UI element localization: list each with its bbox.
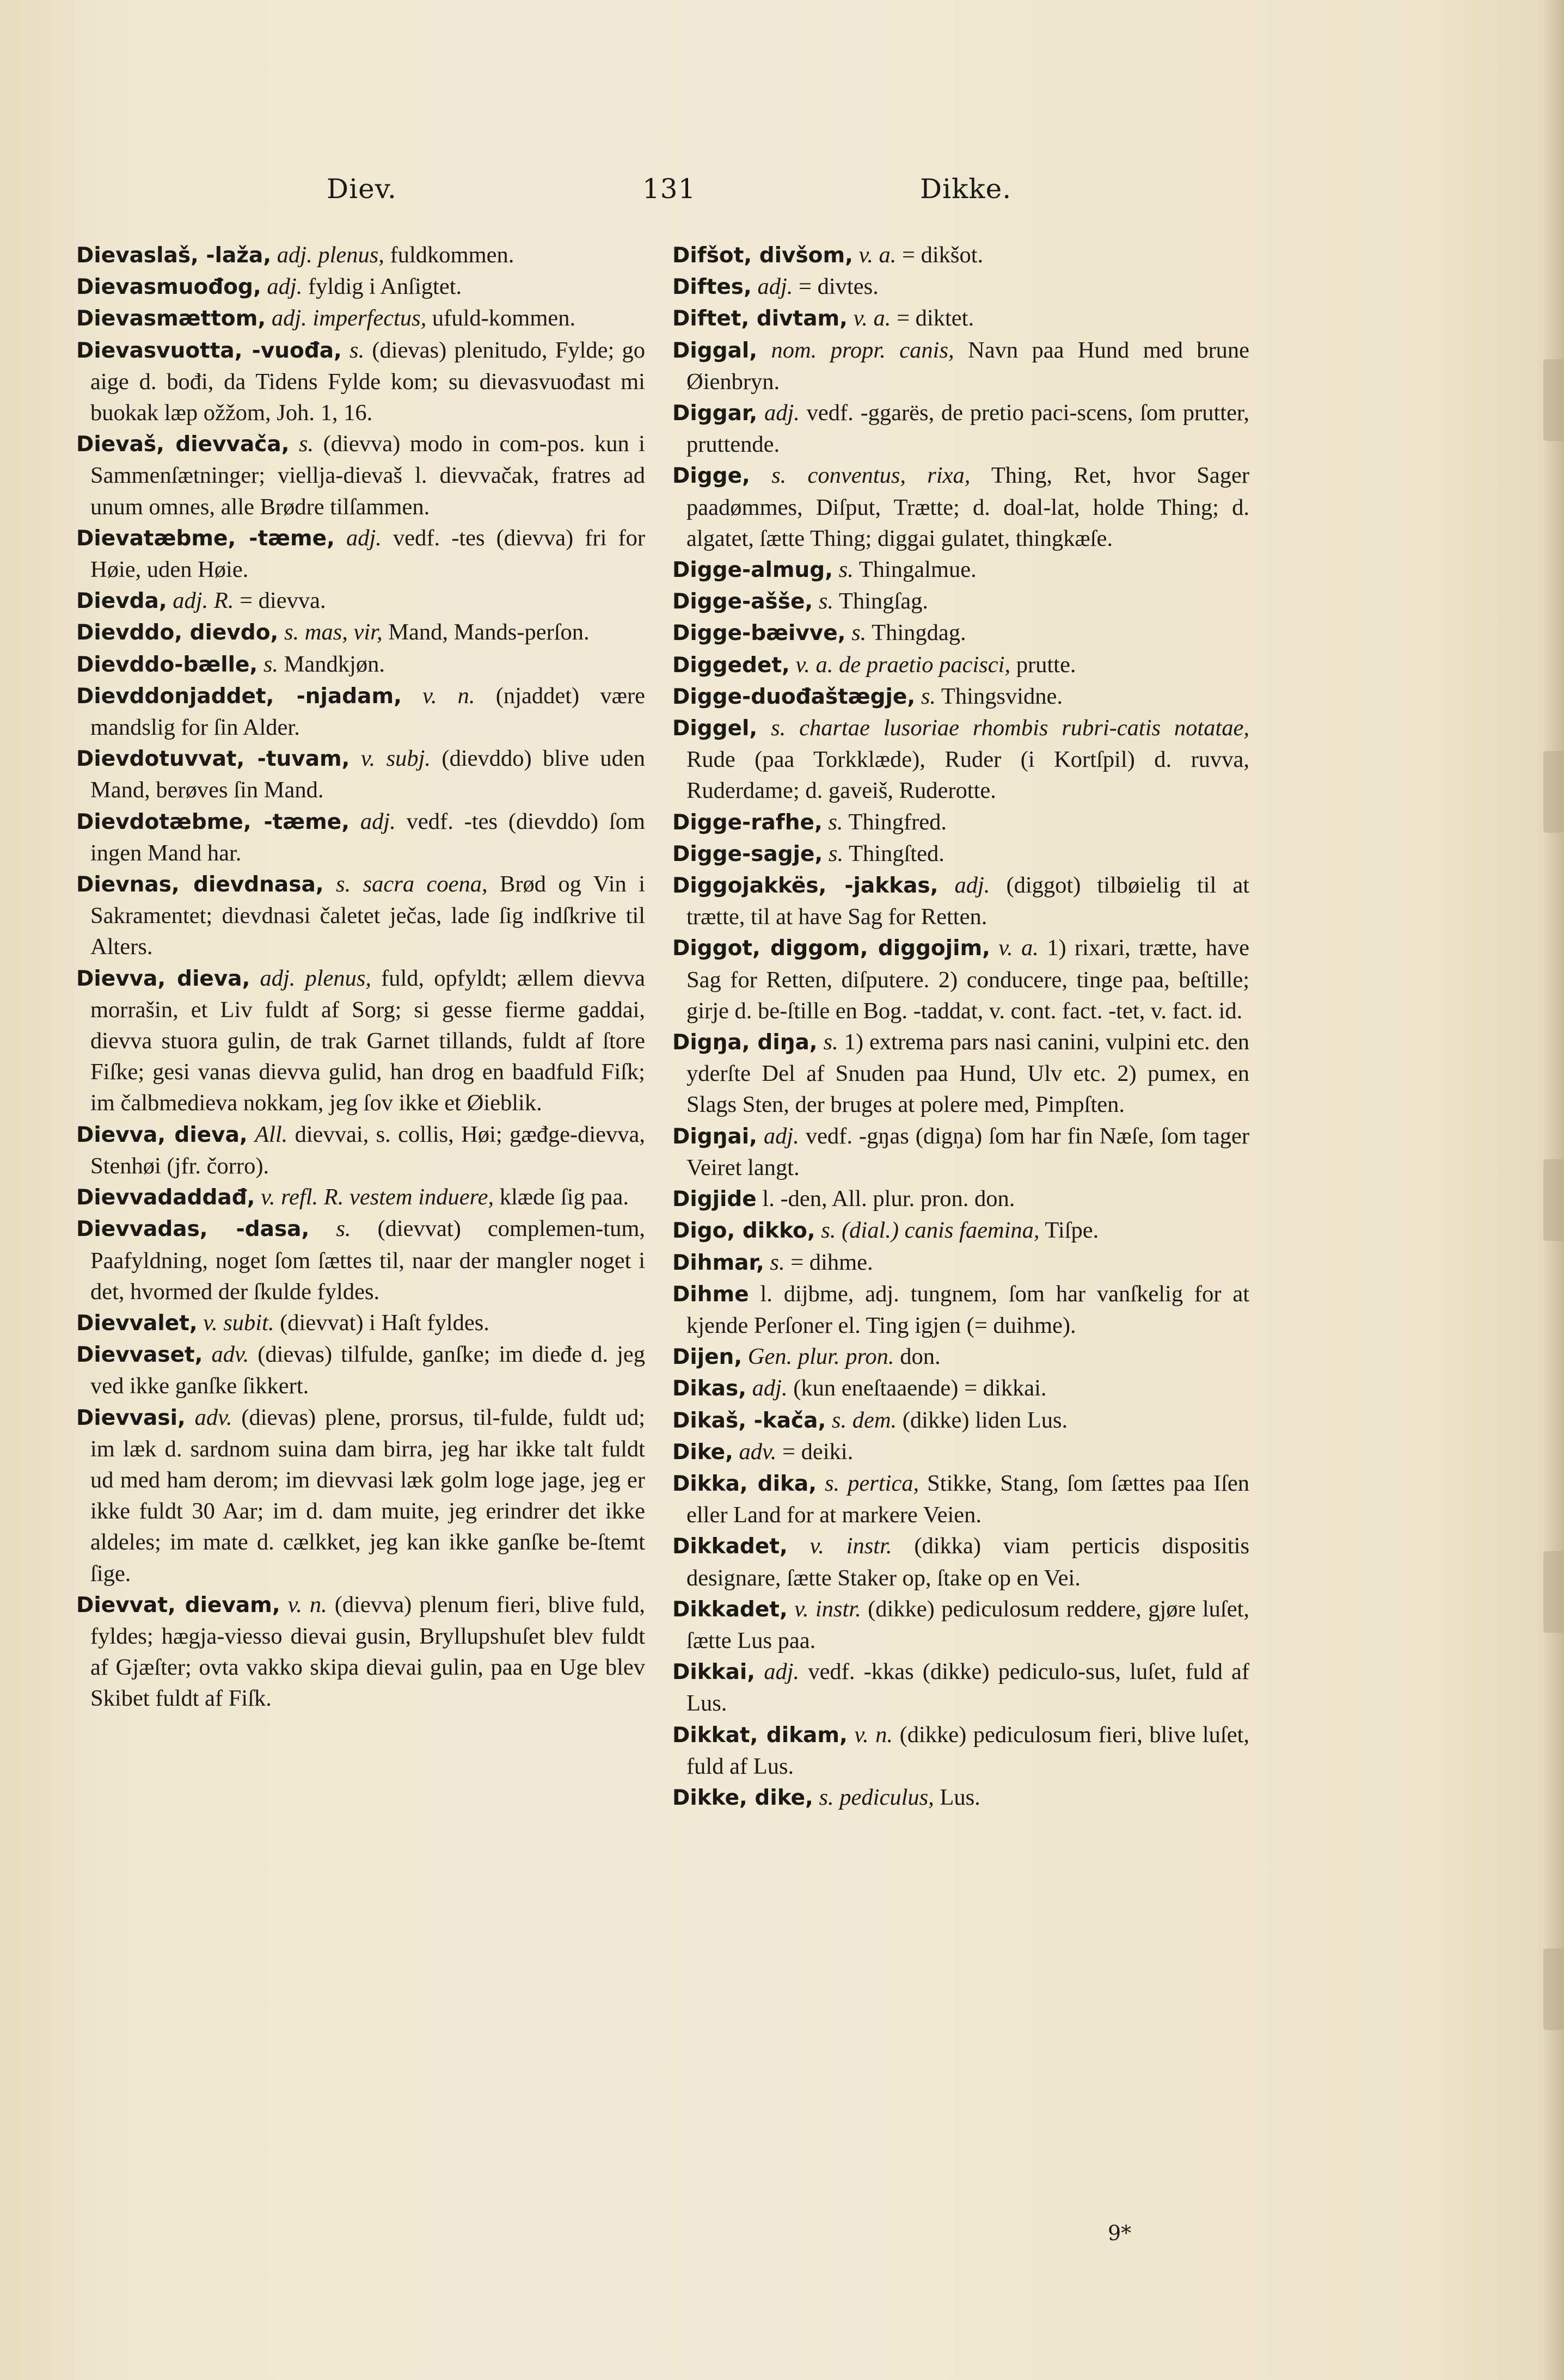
definition-text: Thingſag. xyxy=(838,588,928,614)
headword: Dievdotuvvat, -tuvam, xyxy=(76,747,350,772)
definition-text: (dievva) plenum fieri, blive fuld, fyldes; hægja-viesso dievai gusin, Bryllupshuſet blev fuldt af Gjæſter; ovta vakko skipa dievai gulin, paa en Uge blev Skibet fuldt af Fiſk. xyxy=(90,1591,646,1712)
dictionary-entry xyxy=(672,932,1249,1026)
dictionary-entry xyxy=(672,1656,1249,1719)
latin-gloss: subj. xyxy=(386,746,431,772)
latin-gloss: plur. pron. xyxy=(798,1344,894,1370)
grammar-label: adj. xyxy=(346,525,382,551)
headword: Diggot, diggom, diggojim, xyxy=(672,936,990,961)
grammar-label: adj. xyxy=(757,274,793,300)
definition-text: (njaddet) være mandslig for ſin Alder. xyxy=(90,682,646,741)
definition-text: Mand, Mands-perſon. xyxy=(388,619,590,645)
latin-gloss: (dial.) canis faemina, xyxy=(842,1217,1040,1244)
headword: Diftet, divtam, xyxy=(672,306,848,331)
definition-text: Stikke, Stang, ſom ſættes paa Iſen eller Land for at markere Veien. xyxy=(686,1470,1250,1528)
headword: Dievasmuođog, xyxy=(76,275,261,300)
grammar-label: adj. xyxy=(360,808,396,834)
definition-text: (dikke) pediculosum fieri, blive luſet, fuld af Lus. xyxy=(686,1721,1250,1779)
definition-text: prutte. xyxy=(1016,651,1076,678)
latin-gloss: pediculus, xyxy=(839,1784,934,1810)
definition-text: = dikšot. xyxy=(902,242,984,268)
grammar-label: s. xyxy=(819,1784,834,1810)
grammar-label: v. a. xyxy=(795,651,833,678)
definition-text: (dievvat) i Haſt fyldes. xyxy=(280,1309,489,1336)
headword: Dievasvuotta, -vuođa, xyxy=(76,338,342,363)
dictionary-entry xyxy=(76,522,645,585)
page-tab-5 xyxy=(1543,1948,1564,2030)
grammar-label: s. xyxy=(821,1217,836,1244)
definition-text: Thingsvidne. xyxy=(941,683,1063,709)
headword: Digjide xyxy=(672,1187,757,1212)
definition-text: klæde ſig paa. xyxy=(499,1184,629,1210)
page-tab-1 xyxy=(1543,359,1564,441)
definition-text: (dikka) viam perticis dispositis designare, ſætte Staker op, ſtake op en Vei. xyxy=(686,1533,1250,1591)
definition-text: Thingdag. xyxy=(872,620,966,646)
dictionary-entry xyxy=(672,1278,1249,1341)
definition-text: (dievas) plenitudo, Fylde; go aige d. bođi, da Tidens Fylde kom; su dievasvuođast mi buokak læp ožžom, Joh. 1, 16. xyxy=(90,337,645,426)
dictionary-entry xyxy=(672,586,1249,617)
headword: Digge-almug, xyxy=(672,558,833,583)
dictionary-entry xyxy=(672,1782,1249,1813)
grammar-label: s. xyxy=(299,431,314,457)
dictionary-entry xyxy=(672,554,1249,586)
headword: Dikkai, xyxy=(672,1660,756,1685)
dictionary-entry xyxy=(672,397,1249,460)
page-tab-4 xyxy=(1543,1551,1564,1633)
headword: Dievvadas, -dasa, xyxy=(76,1217,310,1242)
headword: Digŋai, xyxy=(672,1124,757,1149)
headword: Dievddo, dievdo, xyxy=(76,620,279,645)
grammar-label: All. xyxy=(255,1121,288,1147)
definition-text: Navn paa Hund med brune Øienbryn. xyxy=(686,337,1250,395)
headword: Dikke, dike, xyxy=(672,1785,813,1810)
dictionary-entry xyxy=(672,1183,1249,1215)
dictionary-entry xyxy=(76,1589,645,1714)
dictionary-entry xyxy=(672,681,1249,712)
grammar-label: s. xyxy=(336,871,351,897)
grammar-label: adj. xyxy=(764,1659,800,1685)
dictionary-entry xyxy=(76,743,645,805)
definition-text: = divtes. xyxy=(799,274,879,300)
latin-gloss: chartae lusoriae rhombis rubri-catis notatae, xyxy=(799,715,1250,741)
definition-text: Lus. xyxy=(940,1784,980,1810)
grammar-label: v. xyxy=(794,1596,809,1622)
headword: Dievaš, dievvača, xyxy=(76,432,290,457)
grammar-label: v. xyxy=(360,746,376,772)
headword: Diggojakkës, -jakkas, xyxy=(672,874,939,899)
definition-text: (dievas) tilfulde, ganſke; im dieđe d. jeg ved ikke ganſke ſikkert. xyxy=(90,1342,645,1399)
grammar-label: v. a. xyxy=(858,242,897,268)
definition-text: 1) rixari, trætte, have Sag for Retten, diſputere. 2) conducere, tinge paa, beſtille; girje d. be-ſtille en Bog. -taddat, v. cont. fact. -tet, v. fact. id. xyxy=(686,935,1249,1024)
dictionary-entry xyxy=(76,585,645,617)
grammar-label: v. refl. xyxy=(261,1184,318,1210)
headword: Digge-bæivve, xyxy=(672,621,846,646)
header-left-guide: Diev. xyxy=(327,173,397,205)
dictionary-entry xyxy=(76,617,645,648)
definition-text: (dikke) pediculosum reddere, gjøre luſet, ſætte Lus paa. xyxy=(686,1596,1250,1653)
latin-gloss: de praetio pacisci, xyxy=(838,651,1011,678)
grammar-label: adj. xyxy=(277,242,312,268)
latin-gloss: instr. xyxy=(846,1533,892,1559)
definition-text: l. -den, All. plur. pron. don. xyxy=(762,1186,1015,1212)
dictionary-entry xyxy=(672,460,1249,554)
grammar-label: s. xyxy=(831,1407,847,1433)
dictionary-entry xyxy=(76,428,645,522)
headword: Dikas, xyxy=(672,1376,747,1401)
definition-text: fuldkommen. xyxy=(390,242,514,268)
headword: Dievnas, dievdnasa, xyxy=(76,872,324,897)
header-right-guide: Dikke. xyxy=(920,173,1012,205)
grammar-label: v. xyxy=(809,1533,824,1559)
grammar-label: v. a. xyxy=(998,935,1039,961)
grammar-label: s. xyxy=(263,651,279,677)
dictionary-entry xyxy=(672,1530,1249,1593)
headword: Dikkadet, xyxy=(672,1534,788,1559)
headword: Diggedet, xyxy=(672,653,790,678)
dictionary-entry xyxy=(672,335,1249,397)
grammar-label: v. n. xyxy=(422,682,475,709)
grammar-label: adj. xyxy=(271,305,307,331)
definition-text: dievvai, s. collis, Høi; gæđge-dievva, Stenhøi (jfr. čorro). xyxy=(90,1121,646,1179)
latin-gloss: R. vestem induere, xyxy=(323,1184,494,1210)
page-number: 131 xyxy=(642,173,696,205)
latin-gloss: canis, xyxy=(899,337,954,363)
dictionary-entry xyxy=(672,1373,1249,1404)
dictionary-entry xyxy=(76,1182,645,1213)
running-header xyxy=(327,173,1023,211)
headword: Dievddo-bælle, xyxy=(76,652,258,677)
grammar-label: s. xyxy=(770,1249,785,1275)
grammar-label: s. xyxy=(818,588,834,614)
grammar-label: s. xyxy=(851,620,867,646)
definition-text: vedf. -gŋas (digŋa) ſom har fin Næſe, ſom tager Veiret langt. xyxy=(686,1123,1249,1180)
definition-text: fyldig i Anſigtet. xyxy=(308,274,462,300)
dictionary-entry xyxy=(672,649,1249,681)
headword: Dievvalet, xyxy=(76,1311,198,1336)
grammar-label: s. xyxy=(771,463,787,489)
page-tab-2 xyxy=(1543,751,1564,833)
dictionary-entry xyxy=(76,303,645,334)
definition-text: = diktet. xyxy=(897,305,974,331)
latin-gloss: plenus, xyxy=(318,242,384,268)
headword: Digge-ašše, xyxy=(672,589,813,614)
latin-gloss: subit. xyxy=(223,1309,274,1336)
headword: Diggel, xyxy=(672,716,758,741)
grammar-label: s. xyxy=(825,1470,840,1496)
headword: Dikaš, -kača, xyxy=(672,1408,826,1433)
definition-text: don. xyxy=(900,1344,941,1370)
grammar-label: s. xyxy=(284,619,299,645)
latin-gloss: R. xyxy=(213,588,234,614)
dictionary-entry xyxy=(672,303,1249,334)
grammar-label: v. a. xyxy=(853,305,891,331)
grammar-label: s. xyxy=(828,840,844,866)
latin-gloss: imperfectus, xyxy=(312,305,427,331)
grammar-label: adj. xyxy=(954,872,990,899)
headword: Dievasmættom, xyxy=(76,306,266,331)
headword: Digge-sagje, xyxy=(672,841,823,866)
grammar-label: s. xyxy=(771,715,786,741)
dictionary-entry xyxy=(672,617,1249,649)
headword: Digge-duođaštægje, xyxy=(672,684,916,709)
headword: Digge, xyxy=(672,464,750,489)
dictionary-entry xyxy=(76,806,645,869)
definition-text: Rude (paa Torkklæde), Ruder (i Kortſpil) d. ruvva, Ruderdame; d. gaveiš, Ruderotte. xyxy=(686,747,1249,804)
dictionary-entry xyxy=(672,1215,1249,1246)
definition-text: Thing, Ret, hvor Sager paadømmes, Diſput, Trætte; d. doal-lat, holde Thing; d. algatet, ſætte Thing; diggai gulatet, thingkæſe. xyxy=(686,463,1249,551)
definition-text: vedf. -tes (dievddo) ſom ingen Mand har. xyxy=(90,808,646,866)
definition-text: (dievas) plene, prorsus, til-fulde, fuldt ud; im læk d. sardnom suina dam birra, jeg har ikke talt fuldt ud med ham derom; im dievvasi læk golm loge jage, jeg er ikke fuldt 30 Aar; im d. dam muite, jeg erindrer det ikke aldeles; im mate d. cælkket, jeg kan ikke ganſke be-ſtemt ſige. xyxy=(90,1404,646,1586)
grammar-label: adj. xyxy=(764,400,800,426)
dictionary-entry xyxy=(672,838,1249,870)
dictionary-entry xyxy=(672,1341,1249,1373)
grammar-label: s. xyxy=(828,809,843,835)
definition-text: (dikke) liden Lus. xyxy=(902,1407,1068,1433)
grammar-label: adv. xyxy=(211,1342,249,1368)
dictionary-entry xyxy=(672,1026,1249,1121)
dictionary-entry xyxy=(76,271,645,303)
dictionary-entry xyxy=(672,1247,1249,1278)
dictionary-entry xyxy=(672,1594,1249,1656)
grammar-label: s. xyxy=(921,683,936,709)
definition-text: 1) extrema pars nasi canini, vulpini etc. den yderſte Del af Snuden paa Hund, Ulv etc. 2) pumex, en Slags Sten, der bruges at polere med, Pimpſten. xyxy=(686,1029,1249,1118)
definition-text: Brød og Vin i Sakramentet; dievdnasi čaletet ječas, lade ſig indſkrive til Alters. xyxy=(90,871,646,960)
headword: Dike, xyxy=(672,1440,733,1465)
latin-gloss: mas, vir, xyxy=(304,619,383,645)
definition-text: Tiſpe. xyxy=(1045,1217,1099,1244)
headword: Dikkat, dikam, xyxy=(672,1723,848,1748)
definition-text: vedf. -ggarës, de pretio paci-scens, ſom prutter, pruttende. xyxy=(686,400,1250,458)
headword: Difšot, divšom, xyxy=(672,243,853,268)
signature-mark: 9* xyxy=(1108,2221,1132,2245)
headword: Diftes, xyxy=(672,275,752,300)
dictionary-entry xyxy=(76,1119,645,1182)
dictionary-entry xyxy=(672,712,1249,807)
definition-text: vedf. -tes (dievva) fri for Høie, uden Høie. xyxy=(90,525,646,583)
latin-gloss: pertica, xyxy=(848,1470,919,1496)
dictionary-entry xyxy=(672,1468,1249,1530)
definition-text: Thingſted. xyxy=(848,840,944,866)
dictionary-entry xyxy=(76,1339,645,1401)
dictionary-entry xyxy=(672,1436,1249,1468)
definition-text: Thingalmue. xyxy=(858,557,977,583)
dictionary-entry xyxy=(76,1307,645,1339)
dictionary-entry xyxy=(672,1719,1249,1782)
headword: Dievdotæbme, -tæme, xyxy=(76,809,350,834)
latin-gloss: sacra coena, xyxy=(363,871,488,897)
definition-text: (dievddo) blive uden Mand, berøves ſin Mand. xyxy=(90,746,645,803)
grammar-label: v. xyxy=(203,1309,218,1336)
headword: Dihme xyxy=(672,1282,749,1307)
definition-text: (kun eneſtaaende) = dikkai. xyxy=(793,1375,1047,1401)
headword: Digŋa, diŋa, xyxy=(672,1030,818,1055)
grammar-label: v. n. xyxy=(854,1721,893,1748)
grammar-label: adj. xyxy=(260,965,296,991)
grammar-label: v. n. xyxy=(287,1591,327,1618)
grammar-label: s. xyxy=(823,1029,838,1055)
dictionary-entry xyxy=(672,271,1249,303)
dictionary-entry xyxy=(76,239,645,271)
definition-text: l. dijbme, adj. tungnem, ſom har vanſkelig for at kjende Perſoner el. Ting igjen (= duihme). xyxy=(686,1281,1250,1338)
headword: Dievaslaš, -laža, xyxy=(76,243,272,268)
definition-text: ufuld-kommen. xyxy=(432,305,576,331)
headword: Dihmar, xyxy=(672,1250,764,1275)
definition-text: = deiki. xyxy=(782,1438,854,1465)
dictionary-entry xyxy=(76,335,645,429)
headword: Dievvaset, xyxy=(76,1343,203,1368)
headword: Dievda, xyxy=(76,589,167,614)
page-tab-3 xyxy=(1543,1159,1564,1241)
headword: Dievvadaddađ, xyxy=(76,1185,255,1210)
grammar-label: adj. xyxy=(267,274,303,300)
grammar-label: adj. xyxy=(752,1375,788,1401)
headword: Dievatæbme, -tæme, xyxy=(76,526,335,551)
latin-gloss: conventus, rixa, xyxy=(807,463,971,489)
left-column xyxy=(76,239,645,1714)
definition-text: fuld, opfyldt; ællem dievva morrašin, et Liv fuldt af Sorg; si gesse fierme gaddai, dievva stuora gulin, de trak Garnet tillands, fuldt af ſtore Fiſke; gesi vanas dievva gulid, han drog en baadfuld Fiſk; im čalbmedieva nokkam, jeg ſov ikke et Øieblik. xyxy=(90,965,645,1116)
grammar-label: s. xyxy=(349,337,365,363)
headword: Dikkadet, xyxy=(672,1597,788,1622)
definition-text: = dihme. xyxy=(790,1249,873,1275)
dictionary-entry xyxy=(76,680,645,743)
definition-text: vedf. -kkas (dikke) pediculo-sus, luſet, fuld af Lus. xyxy=(686,1659,1250,1717)
dictionary-entry xyxy=(672,239,1249,271)
grammar-label: Gen. xyxy=(747,1344,793,1370)
headword: Diggal, xyxy=(672,338,758,363)
dictionary-entry xyxy=(672,870,1249,932)
headword: Digo, dikko, xyxy=(672,1219,815,1244)
headword: Dievva, dieva, xyxy=(76,1122,248,1147)
definition-text: = dievva. xyxy=(240,588,326,614)
dictionary-entry xyxy=(672,1121,1249,1183)
grammar-label: s. xyxy=(838,557,854,583)
latin-gloss: dem. xyxy=(852,1407,897,1433)
headword: Diggar, xyxy=(672,401,758,426)
grammar-label: adj. xyxy=(173,588,208,614)
grammar-label: adj. xyxy=(763,1123,799,1149)
headword: Dijen, xyxy=(672,1345,743,1370)
definition-text: Thingfred. xyxy=(848,809,947,835)
dictionary-entry xyxy=(76,649,645,680)
headword: Dievddonjaddet, -njadam, xyxy=(76,684,402,709)
headword: Digge-rafhe, xyxy=(672,810,823,835)
dictionary-entry xyxy=(76,869,645,963)
dictionary-entry xyxy=(76,1213,645,1307)
latin-gloss: plenus, xyxy=(305,965,372,991)
grammar-label: s. xyxy=(336,1216,351,1242)
definition-text: (dievvat) complemen-tum, Paafyldning, noget ſom ſættes til, naar der mangler noget i det, hvormed der ſkulde fyldes. xyxy=(90,1216,646,1305)
headword: Dievva, dieva, xyxy=(76,966,250,991)
grammar-label: adv. xyxy=(194,1404,232,1430)
grammar-label: nom. propr. xyxy=(771,337,886,363)
dictionary-entry xyxy=(672,1405,1249,1436)
definition-text: (diggot) tilbøielig til at trætte, til at have Sag for Retten. xyxy=(686,872,1250,930)
grammar-label: adv. xyxy=(739,1438,777,1465)
headword: Dikka, dika, xyxy=(672,1471,817,1496)
dictionary-entry xyxy=(672,807,1249,838)
definition-text: Mandkjøn. xyxy=(284,651,385,677)
headword: Dievvasi, xyxy=(76,1405,186,1430)
latin-gloss: instr. xyxy=(815,1596,861,1622)
dictionary-entry xyxy=(76,1402,645,1589)
definition-text: (dievva) modo in com-pos. kun i Sammenſætninger; viellja-dievaš l. dievvačak, fratres ad unum omnes, alle Brødre tilſammen. xyxy=(90,431,645,520)
headword: Dievvat, dievam, xyxy=(76,1592,280,1618)
right-column xyxy=(672,239,1249,1813)
dictionary-entry xyxy=(76,963,645,1119)
